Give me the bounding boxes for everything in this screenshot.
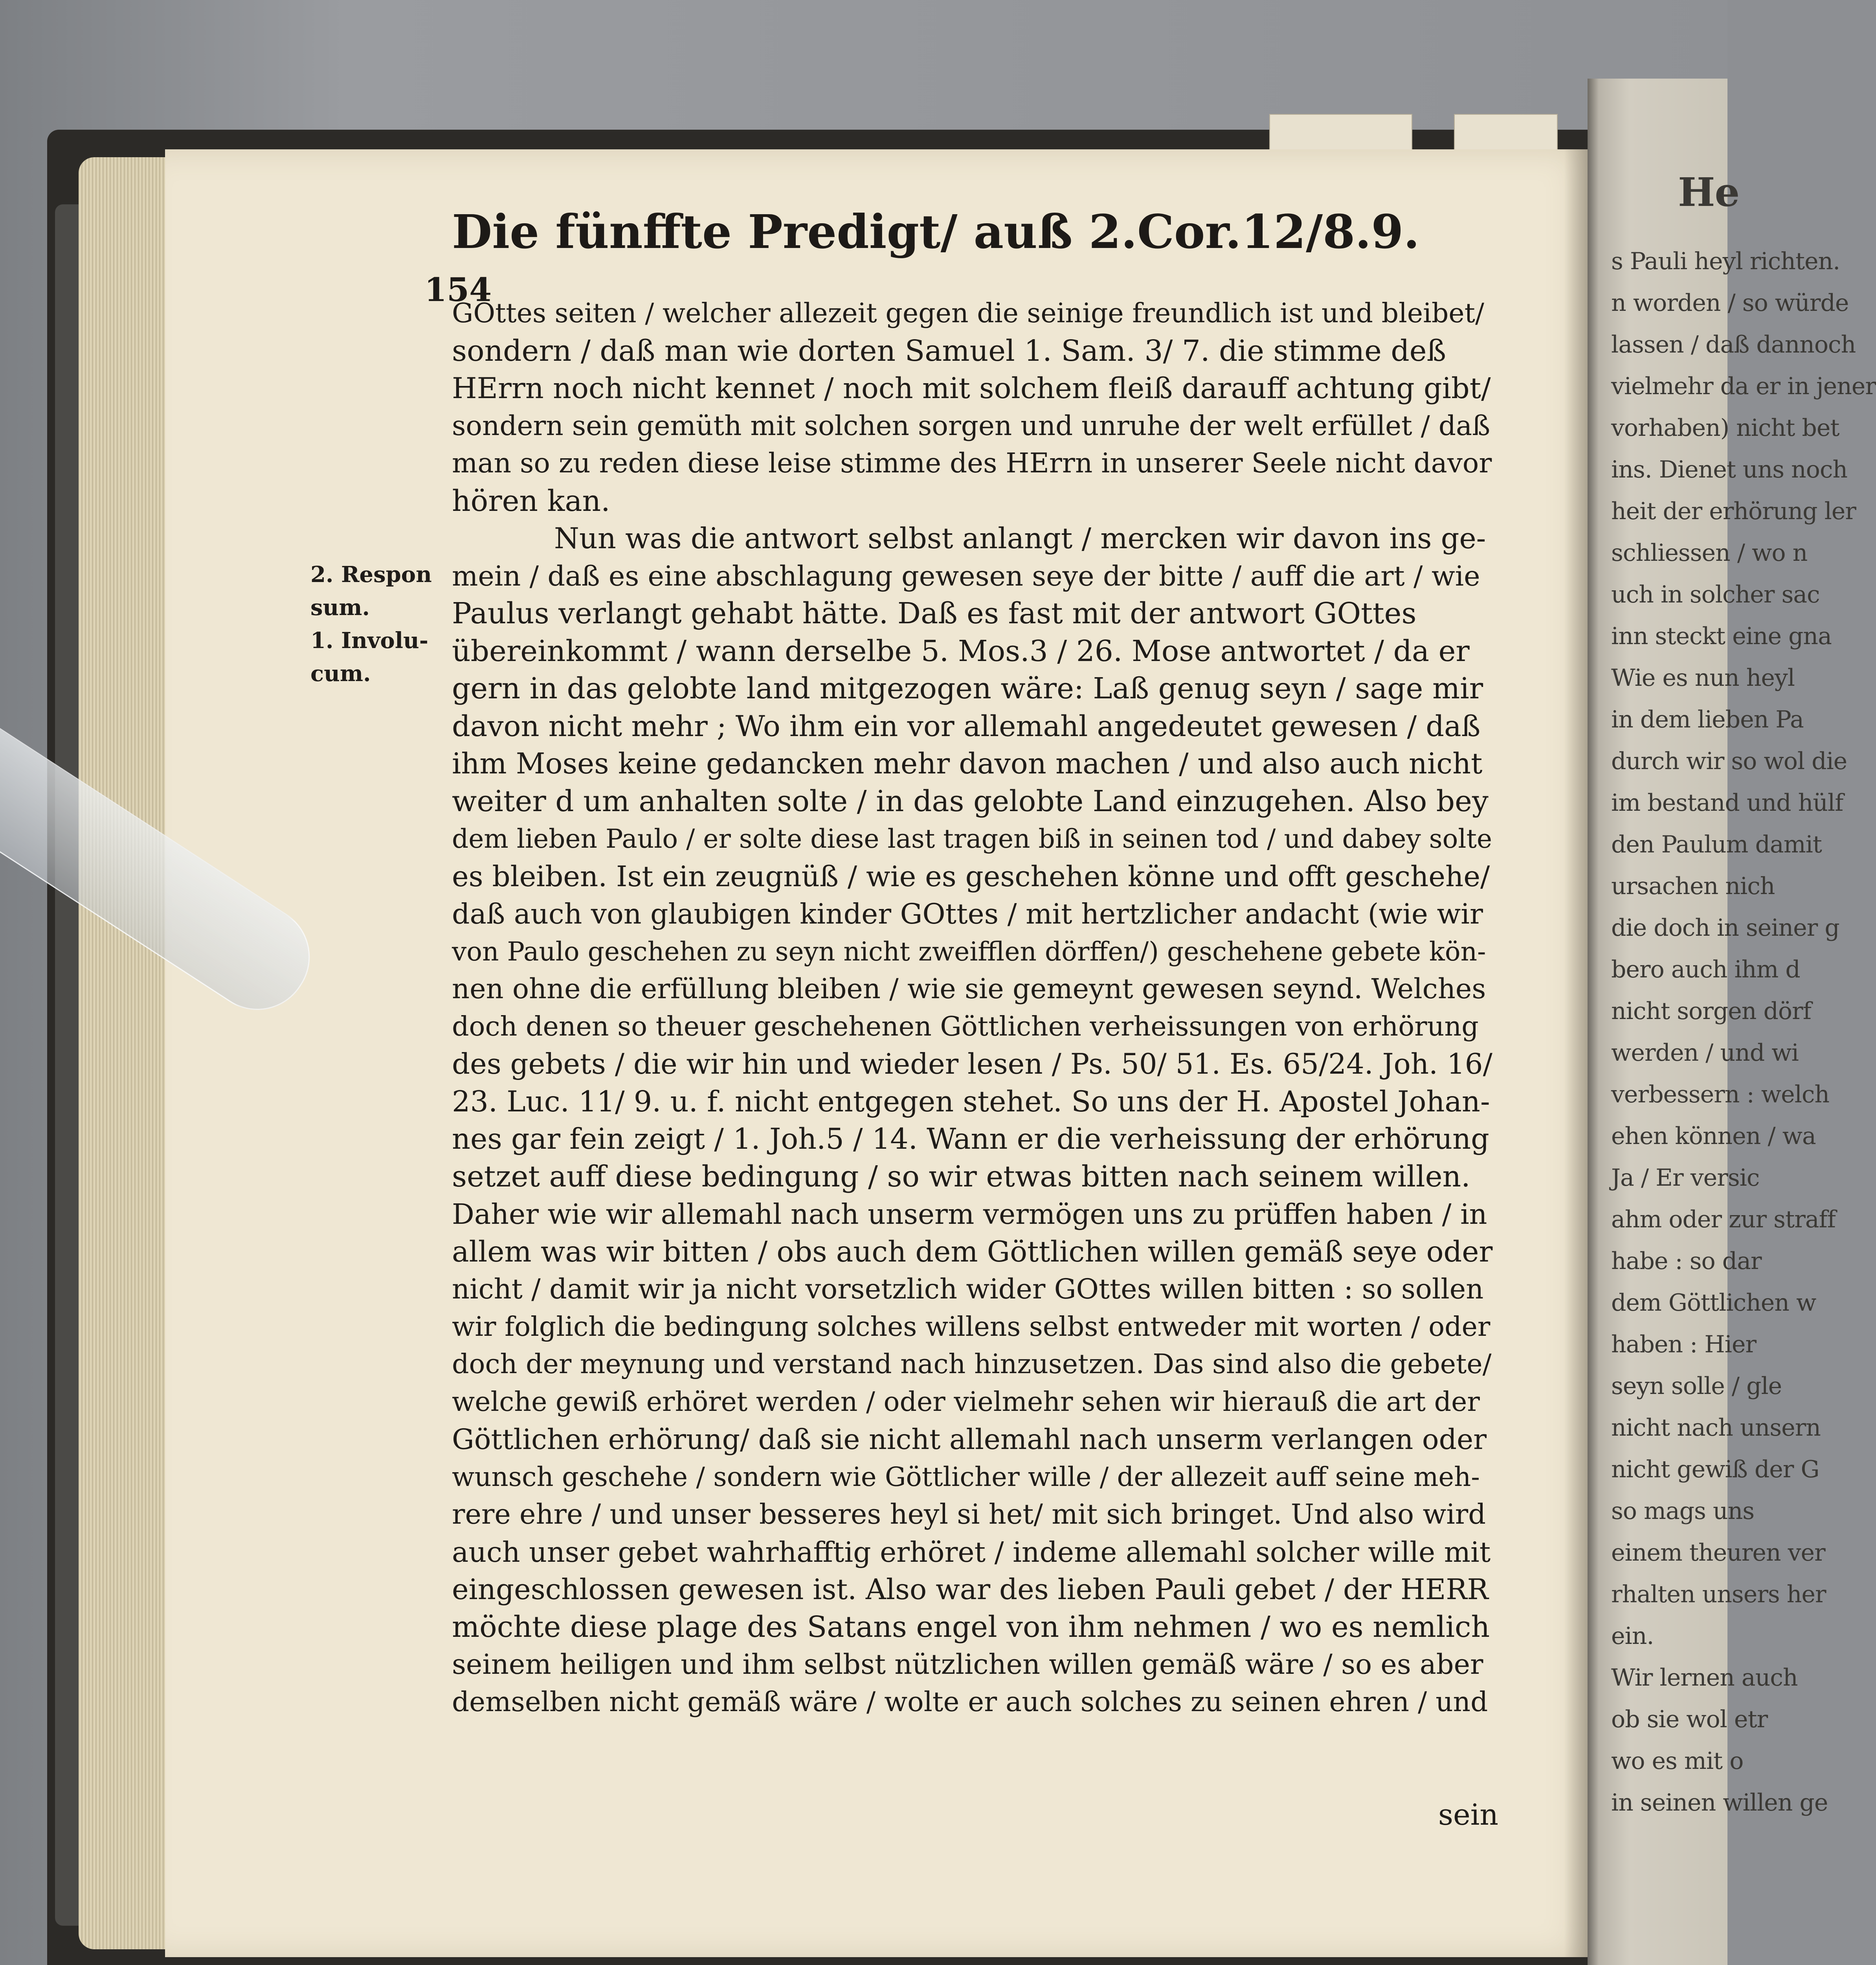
right-page-line: nicht gewiß der G: [1611, 1456, 1819, 1483]
right-page-line: Wie es nun heyl: [1611, 664, 1795, 692]
right-page-line: verbessern : welch: [1611, 1081, 1830, 1108]
right-page-line: durch wir so wol die: [1611, 747, 1847, 775]
right-page-line: so mags uns: [1611, 1497, 1754, 1525]
right-page-line: ahm oder zur straff: [1611, 1206, 1836, 1233]
text-line: GOttes seiten / welcher allezeit gegen die seinige freundlich ist und bleibet/: [452, 298, 1484, 329]
right-page-line: n worden / so würde: [1611, 289, 1849, 317]
right-page-line: vorhaben) nicht bet: [1611, 414, 1839, 442]
margin-notes: [310, 558, 444, 690]
right-page-line: ehen können / wa: [1611, 1122, 1816, 1150]
right-page-line: wo es mit o: [1611, 1747, 1744, 1775]
right-page-line: im bestand und hülf: [1611, 789, 1843, 817]
right-page-line: seyn solle / gle: [1611, 1372, 1782, 1400]
text-line: demselben nicht gemäß wäre / wolte er auch solches zu seinen ehren / und: [452, 1686, 1488, 1718]
text-line: daß auch von glaubigen kinder GOttes / mit hertzlicher andacht (wie wir: [452, 898, 1483, 930]
right-page-line: Wir lernen auch: [1611, 1664, 1798, 1691]
text-line: weiter d um anhalten solte / in das gelobte Land einzugehen. Also bey: [452, 784, 1489, 818]
text-line: dem lieben Paulo / er solte diese last tragen biß in seinen tod / und dabey solte: [452, 824, 1492, 854]
text-line: nen ohne die erfüllung bleiben / wie sie gemeynt gewesen seynd. Welches: [452, 973, 1486, 1005]
catchword: sein: [1438, 1798, 1499, 1832]
text-line: es bleiben. Ist ein zeugnüß / wie es geschehen könne und offt geschehe/: [452, 859, 1490, 893]
text-line: von Paulo geschehen zu seyn nicht zweifflen dörffen/) geschehene gebete kön-: [452, 936, 1486, 967]
text-line: Nun was die antwort selbst anlangt / mercken wir davon ins ge-: [554, 522, 1486, 555]
text-line: seinem heiligen und ihm selbst nützlichen willen gemäß wäre / so es aber: [452, 1648, 1483, 1680]
right-page-line: ein.: [1611, 1622, 1654, 1650]
right-page-line: einem theuren ver: [1611, 1539, 1825, 1566]
margin-note-line: 2. Respon: [310, 562, 432, 588]
text-line: des gebets / die wir hin und wieder lesen / Ps. 50/ 51. Es. 65/24. Joh. 16/: [452, 1047, 1492, 1080]
right-page-line: s Pauli heyl richten.: [1611, 248, 1840, 275]
text-line: allem was wir bitten / obs auch dem Göttlichen willen gemäß seye oder: [452, 1235, 1493, 1269]
text-line: nes gar fein zeigt / 1. Joh.5 / 14. Wann er die verheissung der erhörung: [452, 1122, 1489, 1156]
text-line: doch der meynung und verstand nach hinzusetzen. Das sind also die gebete/: [452, 1349, 1492, 1380]
right-page-line: haben : Hier: [1611, 1331, 1757, 1358]
text-line: ihm Moses keine gedancken mehr davon machen / und also auch nicht: [452, 747, 1483, 780]
right-page-line: ins. Dienet uns noch: [1611, 456, 1848, 483]
margin-note-line: 1. Involu-: [310, 628, 428, 654]
text-line: hören kan.: [452, 484, 610, 518]
page-number: 154: [424, 271, 492, 309]
text-line: davon nicht mehr ; Wo ihm ein vor allemahl angedeutet gewesen / daß: [452, 709, 1481, 743]
right-page-line: vielmehr da er in jener: [1611, 373, 1876, 400]
right-page-line: inn steckt eine gna: [1611, 623, 1832, 650]
text-line: möchte diese plage des Satans engel von ihm nehmen / wo es nemlich: [452, 1610, 1490, 1644]
right-page-line: den Paulum damit: [1611, 831, 1822, 858]
margin-note-line: cum.: [310, 661, 371, 687]
text-line: wunsch geschehe / sondern wie Göttlicher wille / der allezeit auff seine meh-: [452, 1461, 1480, 1492]
text-line: 23. Luc. 11/ 9. u. f. nicht entgegen stehet. So uns der H. Apostel Johan-: [452, 1085, 1490, 1118]
text-line: auch unser gebet wahrhafftig erhöret / indeme allemahl solcher wille mit: [452, 1535, 1491, 1568]
text-line: Göttlichen erhörung/ daß sie nicht allemahl nach unserm verlangen oder: [452, 1423, 1487, 1456]
running-header: Die fünffte Predigt/ auß 2.Cor.12/8.9.: [452, 204, 1420, 259]
right-page-line: habe : so dar: [1611, 1247, 1762, 1275]
text-line: HErrn noch nicht kennet / noch mit solchem fleiß darauff achtung gibt/: [452, 372, 1491, 405]
text-line: sondern sein gemüth mit solchen sorgen und unruhe der welt erfüllet / daß: [452, 410, 1491, 442]
text-line: mein / daß es eine abschlagung gewesen seye der bitte / auff die art / wie: [452, 560, 1480, 592]
right-page-line: die doch in seiner g: [1611, 914, 1839, 942]
right-page-line: schliessen / wo n: [1611, 539, 1808, 567]
text-line: man so zu reden diese leise stimme des HErrn in unserer Seele nicht davor: [452, 448, 1492, 479]
right-page-line: dem Göttlichen w: [1611, 1289, 1816, 1317]
right-page-line: bero auch ihm d: [1611, 956, 1800, 983]
margin-note-line: sum.: [310, 595, 370, 621]
right-page-line: Ja / Er versic: [1611, 1164, 1760, 1192]
right-page: [1588, 79, 1876, 1965]
right-page-line: rhalten unsers her: [1611, 1581, 1826, 1608]
right-page-line: werden / und wi: [1611, 1039, 1799, 1067]
text-line: eingeschlossen gewesen ist. Also war des lieben Pauli gebet / der HERR: [452, 1573, 1489, 1606]
right-page-line: uch in solcher sac: [1611, 581, 1820, 608]
right-page-line: nicht nach unsern: [1611, 1414, 1821, 1442]
text-line: setzet auff diese bedingung / so wir etwas bitten nach seinem willen.: [452, 1159, 1470, 1194]
right-page-line: in seinen willen ge: [1611, 1789, 1828, 1816]
text-line: rere ehre / und unser besseres heyl si het/ mit sich bringet. Und also wird: [452, 1498, 1486, 1530]
text-line: Paulus verlangt gehabt hätte. Daß es fast mit der antwort GOttes: [452, 597, 1417, 630]
text-line: übereinkommt / wann derselbe 5. Mos.3 / 26. Mose antwortet / da er: [452, 634, 1470, 668]
text-line: doch denen so theuer geschehenen Göttlichen verheissungen von erhörung: [452, 1011, 1479, 1042]
text-line: gern in das gelobte land mitgezogen wäre: Laß genug seyn / sage mir: [452, 672, 1483, 705]
text-line: nicht / damit wir ja nicht vorsetzlich wider GOttes willen bitten : so sollen: [452, 1273, 1484, 1305]
text-line: Daher wie wir allemahl nach unserm vermögen uns zu prüffen haben / in: [452, 1198, 1487, 1230]
right-page-line: ursachen nich: [1611, 872, 1775, 900]
right-page-line: heit der erhörung ler: [1611, 498, 1856, 525]
right-page-line: lassen / daß dannoch: [1611, 331, 1856, 358]
right-page-line: nicht sorgen dörf: [1611, 997, 1811, 1025]
right-page-header: He: [1678, 169, 1740, 215]
text-line: wir folglich die bedingung solches willens selbst entweder mit worten / oder: [452, 1311, 1491, 1342]
text-line: sondern / daß man wie dorten Samuel 1. Sam. 3/ 7. die stimme deß: [452, 334, 1446, 368]
right-page-line: in dem lieben Pa: [1611, 706, 1804, 733]
body-text: [452, 295, 1493, 1721]
text-line: welche gewiß erhöret werden / oder vielmehr sehen wir hierauß die art der: [452, 1386, 1480, 1418]
right-page-line: ob sie wol etr: [1611, 1706, 1768, 1733]
